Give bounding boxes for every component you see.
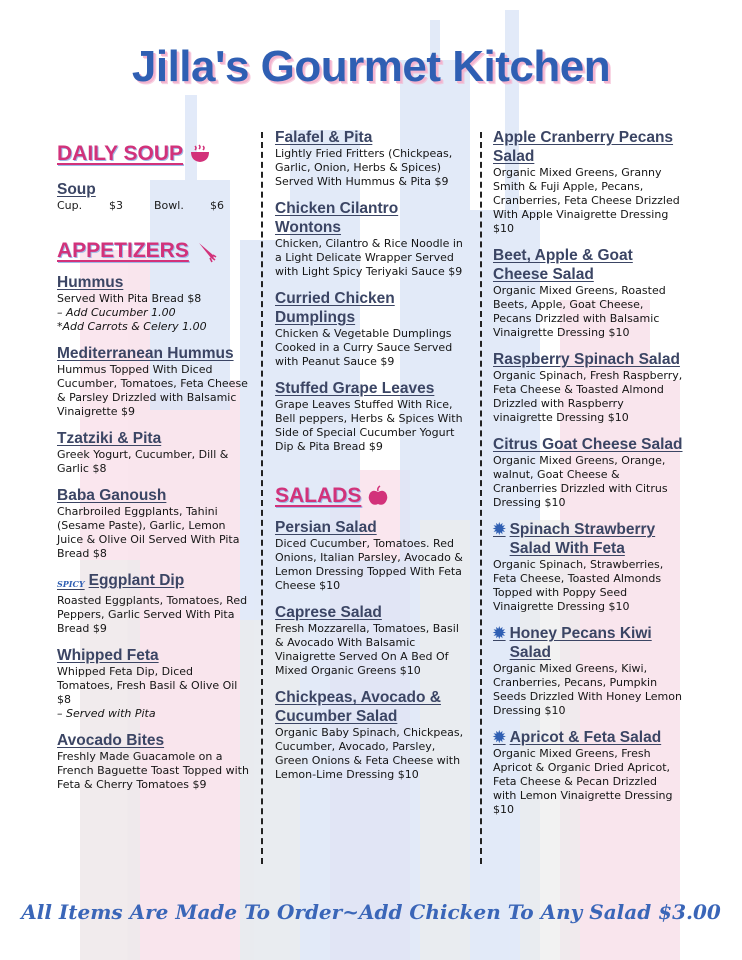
carrot-icon	[195, 239, 219, 263]
item-description: Fresh Mozzarella, Tomatoes, Basil & Avocado With Balsamic Vinaigrette Served On A Bed Of Mixed Organic Greens $10	[275, 622, 459, 677]
cup-price: $3	[109, 199, 123, 212]
item-name: Chicken Cilantro Wontons	[275, 200, 399, 236]
item-note: – Served with Pita	[57, 707, 156, 720]
item-description: Diced Cucumber, Tomatoes. Red Onions, Italian Parsley, Avocado & Lemon Dressing Topped With Feta Cheese $10	[275, 537, 463, 592]
menu-item	[493, 246, 683, 340]
item-description: Organic Mixed Greens, Orange, walnut, Goat Cheese & Cranberries Drizzled with Citrus Dressing $10	[493, 454, 668, 509]
menu-item	[493, 350, 683, 425]
item-description: Freshly Made Guacamole on a French Baguette Toast Topped with Feta & Cherry Tomatoes $9	[57, 750, 249, 791]
right-column	[493, 128, 683, 827]
menu-item	[57, 486, 252, 561]
item-description: Organic Baby Spinach, Chickpeas, Cucumber, Avocado, Parsley, Green Onions & Feta Cheese with Lemon-Lime Dressing $10	[275, 726, 464, 781]
appetizers-heading: APPETIZERS	[57, 239, 252, 263]
menu-item	[275, 688, 465, 782]
bowl-price: $6	[210, 199, 224, 212]
item-name: Curried Chicken Dumplings	[275, 290, 395, 326]
item-description: Organic Spinach, Strawberries, Feta Cheese, Toasted Almonds Topped with Poppy Seed Vinaigrette Dressing $10	[493, 558, 664, 613]
item-description: Roasted Eggplants, Tomatoes, Red Peppers, Garlic Served With Pita Bread $9	[57, 594, 248, 635]
apple-icon	[367, 485, 389, 507]
item-name: Falafel & Pita	[275, 129, 373, 146]
restaurant-title: Jilla's Gourmet Kitchen	[131, 42, 611, 91]
column-divider	[480, 132, 482, 864]
menu-item	[275, 379, 465, 454]
soup-prices	[57, 199, 252, 213]
left-column	[57, 142, 252, 802]
item-name: Tzatziki & Pita	[57, 430, 162, 447]
item-name: ✹ Apricot & Feta Salad	[493, 729, 662, 746]
column-divider	[261, 132, 263, 864]
menu-item	[275, 289, 465, 369]
item-description: Charbroiled Eggplants, Tahini (Sesame Paste), Garlic, Lemon Juice & Olive Oil Served With Pita Bread $8	[57, 505, 240, 560]
item-description: Organic Mixed Greens, Roasted Beets, Apple, Goat Cheese, Pecans Drizzled with Balsamic Vinaigrette Dressing $10	[493, 284, 666, 339]
item-name: ✹ Spinach Strawberry Salad With Feta	[493, 521, 656, 557]
item-name: Baba Ganoush	[57, 487, 167, 504]
item-description: Organic Mixed Greens, Granny Smith & Fuji Apple, Pecans, Cranberries, Feta Cheese Drizzled With Apple Vinaigrette Dressing $10	[493, 166, 680, 235]
item-description: Whipped Feta Dip, Diced Tomatoes, Fresh Basil & Olive Oil $8	[57, 665, 238, 706]
item-note: – Add Cucumber 1.00	[57, 306, 176, 319]
item-name: ✹ Honey Pecans Kiwi Salad	[493, 625, 652, 661]
item-note: *Add Carrots & Celery 1.00	[57, 320, 207, 333]
menu-item	[493, 435, 683, 510]
middle-column	[275, 128, 465, 792]
menu-item	[493, 728, 683, 817]
item-description: Chicken, Cilantro & Rice Noodle in a Light Delicate Wrapper Served with Light Spicy Teriyaki Sauce $9	[275, 237, 463, 278]
featured-star-icon: ✹	[493, 729, 506, 746]
menu-item	[57, 344, 252, 419]
item-description: Hummus Topped With Diced Cucumber, Tomatoes, Feta Cheese & Parsley Drizzled with Balsamic Vinaigrette $9	[57, 363, 248, 418]
item-description: Greek Yogurt, Cucumber, Dill & Garlic $8	[57, 448, 229, 475]
item-name: Avocado Bites	[57, 732, 165, 749]
item-name: Persian Salad	[275, 519, 377, 536]
bowl-label: Bowl.	[154, 199, 184, 212]
item-name: Stuffed Grape Leaves	[275, 380, 435, 397]
item-description: Grape Leaves Stuffed With Rice, Bell peppers, Herbs & Spices With Side of Special Cucumber Yogurt Dip & Pita Bread $9	[275, 398, 463, 453]
item-name: Raspberry Spinach Salad	[493, 351, 680, 368]
menu-item	[275, 199, 465, 279]
item-description: Chicken & Vegetable Dumplings Cooked in a Curry Sauce Served with Peanut Sauce $9	[275, 327, 453, 368]
menu-item	[275, 518, 465, 593]
menu-item	[57, 646, 252, 721]
soup-item	[57, 180, 252, 213]
menu-item	[57, 273, 252, 334]
featured-star-icon: ✹	[493, 625, 506, 642]
menu-item	[493, 520, 683, 614]
item-description: Organic Mixed Greens, Kiwi, Cranberries, Pecans, Pumpkin Seeds Drizzled With Honey Lemon Dressing $10	[493, 662, 682, 717]
item-description: Served With Pita Bread $8	[57, 292, 202, 305]
item-name: Whipped Feta	[57, 647, 159, 664]
item-name: Citrus Goat Cheese Salad	[493, 436, 683, 453]
cup-label: Cup.	[57, 199, 83, 212]
item-description: Lightly Fried Fritters (Chickpeas, Garlic, Onion, Herbs & Spices) Served With Hummus & Pita $9	[275, 147, 453, 188]
item-name: Chickpeas, Avocado & Cucumber Salad	[275, 689, 441, 725]
menu-item	[57, 429, 252, 476]
daily-soup-heading: DAILY SOUP	[57, 142, 252, 166]
salads-heading: SALADS	[275, 484, 465, 508]
menu-item	[275, 603, 465, 678]
soup-bowl-icon	[189, 143, 211, 165]
footer-note: All Items Are Made To Order~Add Chicken To Any Salad $3.00	[21, 900, 721, 924]
item-name: Soup	[57, 181, 96, 198]
item-name: Mediterranean Hummus	[57, 345, 234, 362]
spicy-tag: SPICY	[57, 579, 85, 589]
menu-item	[57, 571, 252, 636]
item-description: Organic Mixed Greens, Fresh Apricot & Organic Dried Apricot, Feta Cheese & Pecan Drizzled with Lemon Vinaigrette Dressing $10	[493, 747, 673, 816]
item-description: Organic Spinach, Fresh Raspberry, Feta Cheese & Toasted Almond Drizzled with Raspberry vinaigrette Dressing $10	[493, 369, 683, 424]
menu-item	[493, 128, 683, 236]
item-name: Beet, Apple & Goat Cheese Salad	[493, 247, 633, 283]
menu-item	[275, 128, 465, 189]
item-name: Caprese Salad	[275, 604, 382, 621]
menu-item	[493, 624, 683, 718]
menu-item	[57, 731, 252, 792]
item-name: Hummus	[57, 274, 124, 291]
item-name: SPICY Eggplant Dip	[57, 571, 252, 594]
featured-star-icon: ✹	[493, 521, 506, 538]
item-name: Apple Cranberry Pecans Salad	[493, 129, 674, 165]
